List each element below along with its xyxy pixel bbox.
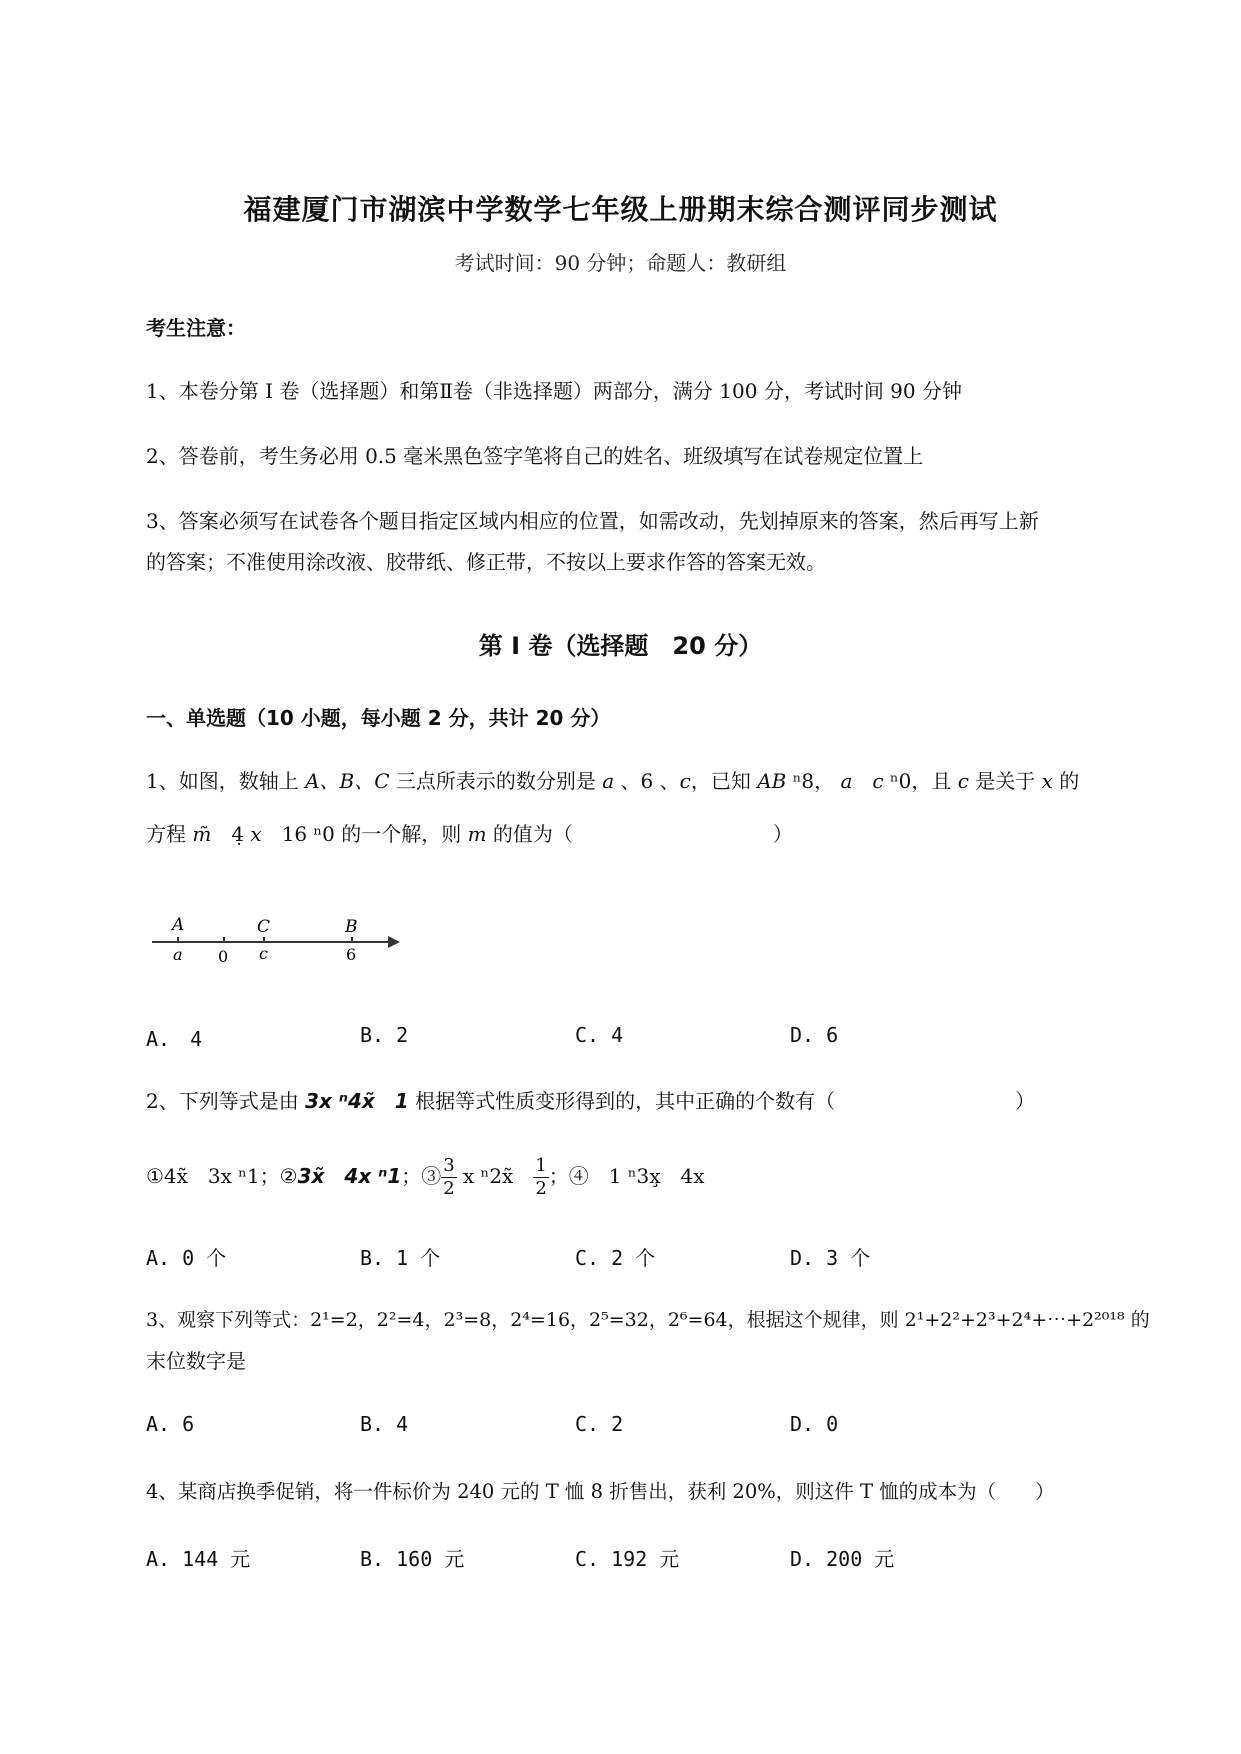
q1-option-d[interactable]: D. 6 bbox=[790, 1023, 839, 1047]
q2-item: 3x̃ 4x ⁿ1 bbox=[297, 1164, 402, 1188]
question-1-line-1 bbox=[146, 765, 1079, 794]
q4-option-b[interactable]: B. 160 元 bbox=[360, 1547, 465, 1571]
q1-text: 、6 、 bbox=[614, 769, 680, 793]
q1-text: 1、如图，数轴上 bbox=[146, 769, 306, 793]
q1-text: 的值为（ ） bbox=[486, 822, 793, 846]
q1-math: m̃ bbox=[192, 822, 212, 846]
number-line-arrow bbox=[388, 936, 400, 948]
fraction-three-halves bbox=[441, 1155, 456, 1200]
q1-option-c[interactable]: C. 4 bbox=[575, 1023, 624, 1047]
q3-option-a[interactable]: A. 6 bbox=[146, 1412, 195, 1436]
question-3-line-2: 末位数字是 bbox=[146, 1349, 246, 1373]
point-label-c: C bbox=[257, 917, 271, 937]
q1-math: a bbox=[602, 769, 615, 793]
notice-item: 的答案；不准使用涂改液、胶带纸、修正带，不按以上要求作答的答案无效。 bbox=[146, 550, 826, 574]
point-label-a: A bbox=[172, 915, 185, 935]
point-label-b: B bbox=[345, 917, 358, 937]
q4-option-a[interactable]: A. 144 元 bbox=[146, 1547, 251, 1571]
number-line-figure bbox=[146, 908, 406, 968]
q1-math: x bbox=[250, 822, 262, 846]
notice-item: 2、答卷前，考生务必用 0.5 毫米黑色签字笔将自己的姓名、班级填写在试卷规定位置上 bbox=[146, 444, 924, 468]
q2-item: ①4x̃ 3x ⁿ1；② bbox=[146, 1164, 298, 1188]
q1-text: 16 ⁿ0 的一个解，则 bbox=[261, 822, 468, 846]
q2-text: 根据等式性质变形得到的，其中正确的个数有（ ） bbox=[408, 1089, 1036, 1113]
fraction-denominator: 2 bbox=[535, 1178, 547, 1199]
q1-text: 方程 bbox=[146, 822, 193, 846]
q1-text: ⁿ0，且 bbox=[883, 769, 958, 793]
q1-text: ，已知 bbox=[690, 769, 758, 793]
q1-math: x bbox=[1041, 769, 1053, 793]
q4-option-d[interactable]: D. 200 元 bbox=[790, 1547, 895, 1571]
section-subtitle: 一、单选题（10 小题，每小题 2 分，共计 20 分） bbox=[146, 706, 611, 730]
q1-text: 4̣ bbox=[211, 822, 251, 846]
q1-math: c bbox=[872, 769, 884, 793]
q1-math: c bbox=[957, 769, 969, 793]
value-label-a: a bbox=[173, 945, 183, 964]
q2-text: 2、下列等式是由 bbox=[146, 1089, 306, 1113]
q2-option-b[interactable]: B. 1 个 bbox=[360, 1246, 441, 1270]
q2-item: ；③ bbox=[401, 1164, 442, 1188]
q1-math: AB bbox=[757, 769, 787, 793]
page-title: 福建厦门市湖滨中学数学七年级上册期末综合测评同步测试 bbox=[243, 193, 998, 226]
q1-text: 是关于 bbox=[968, 769, 1042, 793]
q1-text: 三点所表示的数分别是 bbox=[389, 769, 603, 793]
fraction-numerator: 1 bbox=[535, 1155, 547, 1176]
q1-math: a bbox=[840, 769, 853, 793]
section-title: 第 I 卷（选择题 20 分） bbox=[478, 632, 763, 660]
q1-math: c bbox=[679, 769, 691, 793]
q2-item: x ⁿ2x̃ bbox=[456, 1164, 534, 1188]
q1-text: 的 bbox=[1052, 769, 1080, 793]
question-2-stem bbox=[146, 1085, 1035, 1114]
value-label-6: 6 bbox=[346, 945, 357, 964]
question-2-items bbox=[146, 1155, 705, 1200]
q2-option-c[interactable]: C. 2 个 bbox=[575, 1246, 656, 1270]
question-4-stem: 4、某商店换季促销，将一件标价为 240 元的 T 恤 8 折售出，获利 20%，则这件 T 恤的成本为（ ） bbox=[146, 1480, 1055, 1503]
q1-option-a[interactable]: A. 4 bbox=[146, 1027, 203, 1051]
q1-text bbox=[852, 769, 872, 793]
q3-option-c[interactable]: C. 2 bbox=[575, 1412, 624, 1436]
q2-equation: 3x ⁿ4x̃ 1 bbox=[305, 1089, 409, 1113]
q2-option-a[interactable]: A. 0 个 bbox=[146, 1246, 227, 1270]
notice-heading: 考生注意： bbox=[146, 316, 246, 340]
fraction-numerator: 3 bbox=[443, 1155, 455, 1176]
fraction-denominator: 2 bbox=[443, 1178, 455, 1199]
value-label-c: c bbox=[259, 944, 268, 963]
value-label-0: 0 bbox=[218, 947, 229, 966]
q2-item: ；④ 1 ⁿ3x̧ 4x bbox=[548, 1164, 705, 1188]
q1-math: m bbox=[467, 822, 487, 846]
notice-item: 1、本卷分第 I 卷（选择题）和第Ⅱ卷（非选择题）两部分，满分 100 分，考试时间 90 分钟 bbox=[146, 379, 962, 403]
q1-option-b[interactable]: B. 2 bbox=[360, 1023, 409, 1047]
q4-option-c[interactable]: C. 192 元 bbox=[575, 1547, 680, 1571]
fraction-one-half bbox=[533, 1155, 548, 1200]
q1-math: A、B、C bbox=[305, 769, 390, 793]
q2-option-d[interactable]: D. 3 个 bbox=[790, 1246, 871, 1270]
question-1-line-2 bbox=[146, 818, 793, 847]
notice-item: 3、答案必须写在试卷各个题目指定区域内相应的位置，如需改动，先划掉原来的答案，然后再写上新 bbox=[146, 509, 1039, 533]
q3-option-b[interactable]: B. 4 bbox=[360, 1412, 409, 1436]
exam-info: 考试时间：90 分钟；命题人：教研组 bbox=[454, 251, 787, 275]
question-3-line-1: 3、观察下列等式：2¹=2，2²=4，2³=8，2⁴=16，2⁵=32，2⁶=64，根据这个规律，则 2¹+2²+2³+2⁴+⋯+2²⁰¹⁸ 的 bbox=[146, 1309, 1150, 1331]
q1-text: ⁿ8， bbox=[786, 769, 841, 793]
q3-option-d[interactable]: D. 0 bbox=[790, 1412, 839, 1436]
